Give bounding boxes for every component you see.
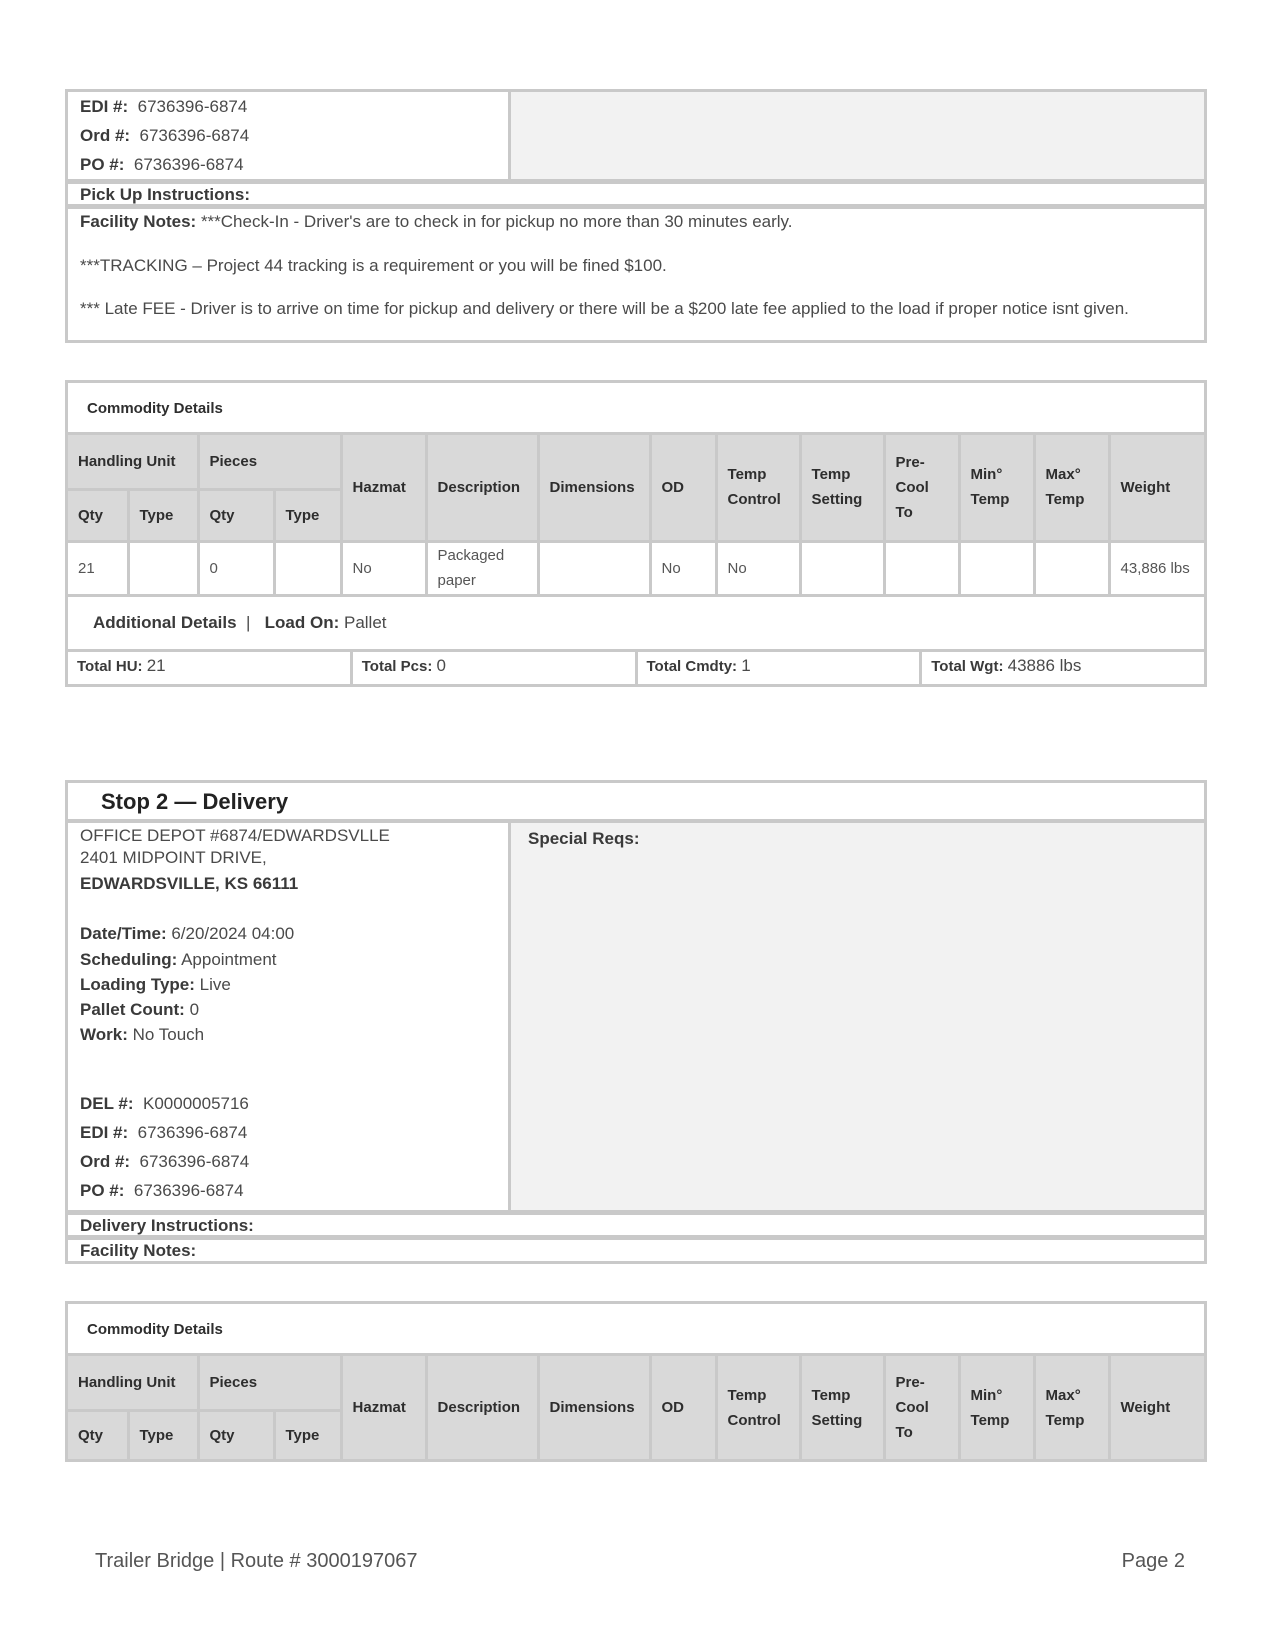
loading-type-row: Loading Type: Live [80, 975, 231, 994]
hu-type-header: Type [128, 489, 198, 541]
temp-control-header: Temp Control [716, 435, 800, 541]
pcs-qty-cell: 0 [198, 541, 274, 595]
od-header: OD [650, 1356, 716, 1459]
commodity-details-1 [65, 380, 1207, 687]
hu-type-cell [128, 541, 198, 595]
od-header: OD [650, 435, 716, 541]
edi-number-row: EDI #: 6736396-6874 [80, 97, 248, 116]
table-row [68, 541, 1204, 595]
footer-page-number: Page 2 [1121, 1550, 1185, 1572]
stop1-facility-notes [65, 206, 1207, 343]
max-temp-header: Max° Temp [1034, 435, 1109, 541]
special-reqs-panel [511, 823, 1204, 1210]
city-state-zip: EDWARDSVILLE, KS 66111 [80, 874, 299, 893]
commodity-details-title: Commodity Details [68, 383, 1204, 435]
commodity-details-2 [65, 1301, 1207, 1462]
hazmat-header: Hazmat [341, 1356, 426, 1459]
pieces-header: Pieces [198, 1356, 341, 1410]
work-row: Work: No Touch [80, 1025, 205, 1044]
totals-row [68, 652, 1204, 684]
commodity-table-2 [68, 1356, 1204, 1459]
max-temp-header: Max° Temp [1034, 1356, 1109, 1459]
hazmat-cell: No [341, 541, 426, 595]
min-temp-header: Min° Temp [959, 1356, 1034, 1459]
address-line-1: OFFICE DEPOT #6874/EDWARDSVLLE [80, 826, 390, 845]
commodity-table-1 [68, 435, 1204, 597]
weight-header: Weight [1109, 1356, 1204, 1459]
description-cell: Packaged paper [426, 541, 538, 595]
pieces-header: Pieces [198, 435, 341, 489]
pcs-type-header: Type [274, 489, 341, 541]
facility-note-late-fee: *** Late FEE - Driver is to arrive on time for pickup and delivery or there will be a $200 late fee applied to the load if proper notice isnt given. [80, 299, 1129, 318]
weight-cell: 43,886 lbs [1109, 541, 1204, 595]
stop2-facility-notes-row: Facility Notes: [65, 1237, 1207, 1264]
po-number-row: PO #: 6736396-6874 [80, 1181, 244, 1200]
pre-cool-cell [884, 541, 959, 595]
total-hu: Total HU: 21 [68, 652, 353, 684]
del-number-row: DEL #: K0000005716 [80, 1094, 249, 1113]
stop1-reference-side-panel [511, 92, 1204, 179]
min-temp-header: Min° Temp [959, 435, 1034, 541]
additional-details-row: Additional Details | Load On: Pallet [68, 597, 1204, 652]
temp-setting-cell [800, 541, 884, 595]
handling-unit-header: Handling Unit [68, 1356, 198, 1410]
pcs-type-cell [274, 541, 341, 595]
temp-control-header: Temp Control [716, 1356, 800, 1459]
stop2-details-block [65, 820, 1207, 1213]
delivery-instructions-row: Delivery Instructions: [65, 1212, 1207, 1238]
hu-type-header: Type [128, 1410, 198, 1459]
facility-note-tracking: ***TRACKING – Project 44 tracking is a requirement or you will be fined $100. [80, 256, 667, 275]
pcs-qty-header: Qty [198, 1410, 274, 1459]
total-commodity: Total Cmdty: 1 [638, 652, 923, 684]
pre-cool-header: Pre-Cool To [884, 435, 959, 541]
pickup-instructions-row: Pick Up Instructions: [65, 181, 1207, 207]
footer-route-info: Trailer Bridge | Route # 3000197067 [95, 1550, 418, 1572]
total-weight: Total Wgt: 43886 lbs [931, 655, 1082, 675]
stop1-reference-block [65, 89, 1207, 182]
separator: | [241, 612, 260, 632]
commodity-details-title: Commodity Details [68, 1304, 1204, 1356]
date-time-row: Date/Time: 6/20/2024 04:00 [80, 924, 295, 943]
special-reqs-label: Special Reqs: [528, 829, 640, 848]
pre-cool-header: Pre-Cool To [884, 1356, 959, 1459]
hu-qty-header: Qty [68, 1410, 128, 1459]
temp-setting-header: Temp Setting [800, 435, 884, 541]
order-number-row: Ord #: 6736396-6874 [80, 1152, 250, 1171]
po-number-row: PO #: 6736396-6874 [80, 155, 244, 174]
min-temp-cell [959, 541, 1034, 595]
description-header: Description [426, 435, 538, 541]
dimensions-header: Dimensions [538, 435, 650, 541]
stop2-title: Stop 2 — Delivery [101, 789, 289, 814]
max-temp-cell [1034, 541, 1109, 595]
dimensions-header: Dimensions [538, 1356, 650, 1459]
temp-control-cell: No [716, 541, 800, 595]
facility-note-checkin: Facility Notes: ***Check-In - Driver's are to check in for pickup no more than 30 minutes early. [80, 212, 793, 231]
od-cell: No [650, 541, 716, 595]
pallet-count-row: Pallet Count: 0 [80, 1000, 200, 1019]
pcs-type-header: Type [274, 1410, 341, 1459]
dimensions-cell [538, 541, 650, 595]
description-header: Description [426, 1356, 538, 1459]
pcs-qty-header: Qty [198, 489, 274, 541]
handling-unit-header: Handling Unit [68, 435, 198, 489]
hazmat-header: Hazmat [341, 435, 426, 541]
weight-header: Weight [1109, 435, 1204, 541]
stop1-reference-numbers [68, 92, 511, 179]
hu-qty-cell: 21 [68, 541, 128, 595]
stop2-header [65, 780, 1207, 822]
hu-qty-header: Qty [68, 489, 128, 541]
temp-setting-header: Temp Setting [800, 1356, 884, 1459]
edi-number-row: EDI #: 6736396-6874 [80, 1123, 248, 1142]
scheduling-row: Scheduling: Appointment [80, 950, 277, 969]
order-number-row: Ord #: 6736396-6874 [80, 126, 250, 145]
stop2-address-details [68, 823, 511, 1210]
total-pieces: Total Pcs: 0 [353, 652, 638, 684]
address-line-2: 2401 MIDPOINT DRIVE, [80, 848, 267, 867]
